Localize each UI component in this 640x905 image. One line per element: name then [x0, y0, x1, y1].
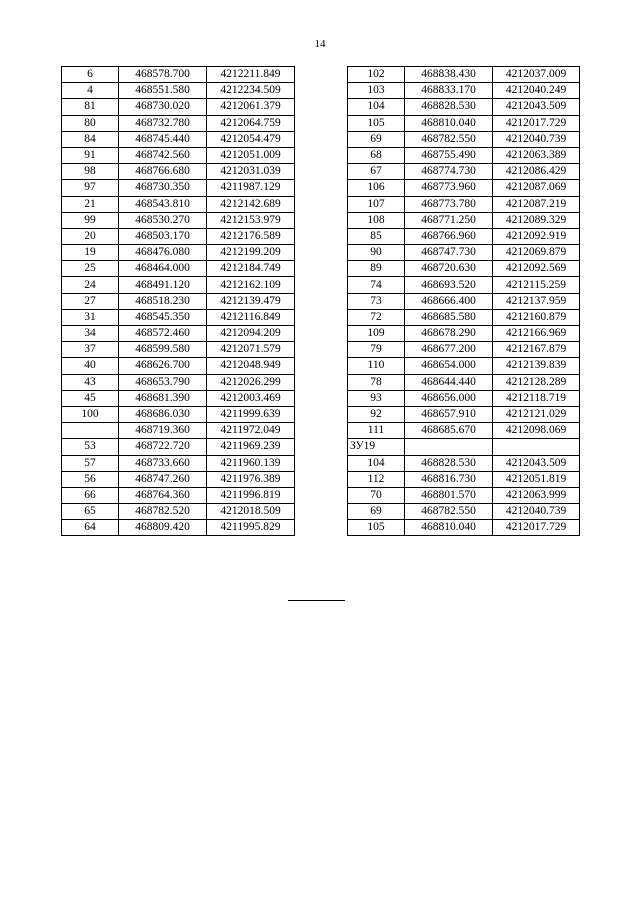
table-row — [62, 245, 295, 261]
point-number-cell: 109 — [348, 326, 405, 342]
table-row — [348, 164, 580, 180]
y-coordinate-cell: 4212139.839 — [493, 358, 580, 374]
y-coordinate-cell: 4212043.509 — [493, 99, 580, 115]
y-coordinate-cell: 4212115.259 — [493, 277, 580, 293]
table-row — [348, 326, 580, 342]
y-coordinate-cell: 4212092.919 — [493, 228, 580, 244]
y-coordinate-cell: 4212069.879 — [493, 245, 580, 261]
point-number-cell: 102 — [348, 67, 405, 83]
x-coordinate-cell: 468745.440 — [119, 131, 207, 147]
y-coordinate-cell: 4212040.739 — [493, 131, 580, 147]
table-row — [348, 99, 580, 115]
table-row — [62, 180, 295, 196]
x-coordinate-cell: 468766.680 — [119, 164, 207, 180]
point-number-cell: 69 — [348, 504, 405, 520]
point-number-cell: 74 — [348, 277, 405, 293]
y-coordinate-cell: 4211999.639 — [207, 406, 295, 422]
y-coordinate-cell: 4212234.509 — [207, 83, 295, 99]
y-coordinate-cell: 4212063.389 — [493, 147, 580, 163]
y-coordinate-cell: 4212116.849 — [207, 309, 295, 325]
table-row — [348, 520, 580, 536]
point-number-cell: 100 — [62, 406, 119, 422]
x-coordinate-cell: 468828.530 — [405, 99, 493, 115]
table-row — [348, 390, 580, 406]
x-coordinate-cell: 468464.000 — [119, 261, 207, 277]
table-row — [62, 520, 295, 536]
point-number-cell: 99 — [62, 212, 119, 228]
table-row — [62, 99, 295, 115]
table-row — [348, 471, 580, 487]
table-row — [348, 423, 580, 439]
y-coordinate-cell: 4212061.379 — [207, 99, 295, 115]
point-number-cell: 81 — [62, 99, 119, 115]
x-coordinate-cell: 468732.780 — [119, 115, 207, 131]
point-number-cell: 67 — [348, 164, 405, 180]
point-number-cell: 92 — [348, 406, 405, 422]
x-coordinate-cell: 468572.460 — [119, 326, 207, 342]
table-row — [62, 455, 295, 471]
point-number-cell: 45 — [62, 390, 119, 406]
x-coordinate-cell: 468685.670 — [405, 423, 493, 439]
table-row — [348, 293, 580, 309]
y-coordinate-cell: 4212098.069 — [493, 423, 580, 439]
y-coordinate-cell: 4211969.239 — [207, 439, 295, 455]
table-row — [348, 504, 580, 520]
point-number-cell: 106 — [348, 180, 405, 196]
x-coordinate-cell: 468730.350 — [119, 180, 207, 196]
y-coordinate-cell — [493, 439, 580, 455]
point-number-cell: 97 — [62, 180, 119, 196]
table-row — [62, 504, 295, 520]
coordinates-table-right — [347, 66, 580, 536]
y-coordinate-cell: 4212121.029 — [493, 406, 580, 422]
table-row — [62, 471, 295, 487]
x-coordinate-cell: 468816.730 — [405, 471, 493, 487]
table-row — [62, 277, 295, 293]
x-coordinate-cell: 468677.200 — [405, 342, 493, 358]
table-row — [62, 261, 295, 277]
table-row — [348, 342, 580, 358]
x-coordinate-cell: 468747.260 — [119, 471, 207, 487]
y-coordinate-cell: 4212153.979 — [207, 212, 295, 228]
y-coordinate-cell: 4211996.819 — [207, 487, 295, 503]
table-row — [348, 309, 580, 325]
table-row — [62, 115, 295, 131]
x-coordinate-cell: 468764.360 — [119, 487, 207, 503]
x-coordinate-cell: 468666.400 — [405, 293, 493, 309]
table-row — [348, 180, 580, 196]
point-number-cell: 93 — [348, 390, 405, 406]
x-coordinate-cell — [405, 439, 493, 455]
point-number-cell: 19 — [62, 245, 119, 261]
table-row — [62, 164, 295, 180]
x-coordinate-cell: 468773.780 — [405, 196, 493, 212]
table-row — [62, 374, 295, 390]
x-coordinate-cell: 468653.790 — [119, 374, 207, 390]
x-coordinate-cell: 468782.550 — [405, 131, 493, 147]
y-coordinate-cell: 4212139.479 — [207, 293, 295, 309]
point-number-cell: 70 — [348, 487, 405, 503]
y-coordinate-cell: 4212162.109 — [207, 277, 295, 293]
table-row — [62, 293, 295, 309]
x-coordinate-cell: 468782.550 — [405, 504, 493, 520]
table-row — [62, 390, 295, 406]
section-label-cell: ЗУ19 — [348, 439, 405, 455]
x-coordinate-cell: 468686.030 — [119, 406, 207, 422]
table-row — [348, 196, 580, 212]
y-coordinate-cell: 4212094.209 — [207, 326, 295, 342]
x-coordinate-cell: 468719.360 — [119, 423, 207, 439]
x-coordinate-cell: 468833.170 — [405, 83, 493, 99]
x-coordinate-cell: 468722.720 — [119, 439, 207, 455]
table-row — [348, 455, 580, 471]
y-coordinate-cell: 4212054.479 — [207, 131, 295, 147]
y-coordinate-cell: 4211995.829 — [207, 520, 295, 536]
table-row — [62, 439, 295, 455]
x-coordinate-cell: 468774.730 — [405, 164, 493, 180]
x-coordinate-cell: 468685.580 — [405, 309, 493, 325]
point-number-cell: 91 — [62, 147, 119, 163]
point-number-cell: 40 — [62, 358, 119, 374]
point-number-cell: 103 — [348, 83, 405, 99]
point-number-cell: 80 — [62, 115, 119, 131]
y-coordinate-cell: 4212040.739 — [493, 504, 580, 520]
table-row — [348, 358, 580, 374]
point-number-cell: 90 — [348, 245, 405, 261]
point-number-cell: 72 — [348, 309, 405, 325]
y-coordinate-cell: 4212064.759 — [207, 115, 295, 131]
x-coordinate-cell: 468545.350 — [119, 309, 207, 325]
x-coordinate-cell: 468828.530 — [405, 455, 493, 471]
y-coordinate-cell: 4212040.249 — [493, 83, 580, 99]
table-row — [348, 115, 580, 131]
y-coordinate-cell: 4212211.849 — [207, 67, 295, 83]
table-row — [348, 374, 580, 390]
y-coordinate-cell: 4212086.429 — [493, 164, 580, 180]
table-row — [348, 67, 580, 83]
x-coordinate-cell: 468530.270 — [119, 212, 207, 228]
table-row — [62, 212, 295, 228]
table-row — [62, 423, 295, 439]
table-row — [62, 406, 295, 422]
x-coordinate-cell: 468656.000 — [405, 390, 493, 406]
table-row — [62, 309, 295, 325]
y-coordinate-cell: 4212128.289 — [493, 374, 580, 390]
point-number-cell: 6 — [62, 67, 119, 83]
y-coordinate-cell: 4212037.009 — [493, 67, 580, 83]
end-separator-line — [288, 600, 345, 601]
page-number: 14 — [314, 38, 326, 50]
point-number-cell: 107 — [348, 196, 405, 212]
table-row — [62, 147, 295, 163]
point-number-cell: 84 — [62, 131, 119, 147]
point-number-cell: 73 — [348, 293, 405, 309]
point-number-cell: 111 — [348, 423, 405, 439]
y-coordinate-cell: 4212071.579 — [207, 342, 295, 358]
y-coordinate-cell: 4212176.589 — [207, 228, 295, 244]
x-coordinate-cell: 468733.660 — [119, 455, 207, 471]
y-coordinate-cell: 4212087.219 — [493, 196, 580, 212]
x-coordinate-cell: 468681.390 — [119, 390, 207, 406]
x-coordinate-cell: 468626.700 — [119, 358, 207, 374]
y-coordinate-cell: 4212167.879 — [493, 342, 580, 358]
x-coordinate-cell: 468491.120 — [119, 277, 207, 293]
y-coordinate-cell: 4212048.949 — [207, 358, 295, 374]
point-number-cell: 69 — [348, 131, 405, 147]
y-coordinate-cell: 4211976.389 — [207, 471, 295, 487]
table-row — [348, 147, 580, 163]
x-coordinate-cell: 468654.000 — [405, 358, 493, 374]
x-coordinate-cell: 468693.520 — [405, 277, 493, 293]
table-row — [62, 67, 295, 83]
y-coordinate-cell: 4212018.509 — [207, 504, 295, 520]
y-coordinate-cell: 4212017.729 — [493, 520, 580, 536]
point-number-cell: 4 — [62, 83, 119, 99]
point-number-cell: 89 — [348, 261, 405, 277]
x-coordinate-cell: 468742.560 — [119, 147, 207, 163]
table-row — [348, 228, 580, 244]
point-number-cell: 104 — [348, 455, 405, 471]
x-coordinate-cell: 468810.040 — [405, 115, 493, 131]
y-coordinate-cell: 4212026.299 — [207, 374, 295, 390]
point-number-cell: 21 — [62, 196, 119, 212]
x-coordinate-cell: 468773.960 — [405, 180, 493, 196]
x-coordinate-cell: 468730.020 — [119, 99, 207, 115]
x-coordinate-cell: 468755.490 — [405, 147, 493, 163]
x-coordinate-cell: 468551.580 — [119, 83, 207, 99]
point-number-cell: 105 — [348, 115, 405, 131]
x-coordinate-cell: 468657.910 — [405, 406, 493, 422]
coordinates-table-left — [61, 66, 295, 536]
x-coordinate-cell: 468678.290 — [405, 326, 493, 342]
point-number-cell: 85 — [348, 228, 405, 244]
table-row — [348, 131, 580, 147]
x-coordinate-cell: 468747.730 — [405, 245, 493, 261]
y-coordinate-cell: 4212199.209 — [207, 245, 295, 261]
x-coordinate-cell: 468771.250 — [405, 212, 493, 228]
point-number-cell: 25 — [62, 261, 119, 277]
table-row — [62, 83, 295, 99]
point-number-cell: 110 — [348, 358, 405, 374]
point-number-cell: 37 — [62, 342, 119, 358]
point-number-cell: 43 — [62, 374, 119, 390]
table-row — [62, 196, 295, 212]
y-coordinate-cell: 4212051.009 — [207, 147, 295, 163]
y-coordinate-cell: 4212184.749 — [207, 261, 295, 277]
point-number-cell: 98 — [62, 164, 119, 180]
y-coordinate-cell: 4212051.819 — [493, 471, 580, 487]
table-row — [62, 326, 295, 342]
y-coordinate-cell: 4212003.469 — [207, 390, 295, 406]
y-coordinate-cell: 4212166.969 — [493, 326, 580, 342]
point-number-cell: 57 — [62, 455, 119, 471]
table-row — [348, 487, 580, 503]
point-number-cell: 108 — [348, 212, 405, 228]
point-number-cell: 31 — [62, 309, 119, 325]
x-coordinate-cell: 468578.700 — [119, 67, 207, 83]
x-coordinate-cell: 468599.580 — [119, 342, 207, 358]
table-row — [62, 487, 295, 503]
point-number-cell: 104 — [348, 99, 405, 115]
x-coordinate-cell: 468543.810 — [119, 196, 207, 212]
y-coordinate-cell: 4211987.129 — [207, 180, 295, 196]
point-number-cell: 79 — [348, 342, 405, 358]
y-coordinate-cell: 4212160.879 — [493, 309, 580, 325]
y-coordinate-cell: 4212089.329 — [493, 212, 580, 228]
point-number-cell: 78 — [348, 374, 405, 390]
table-row — [348, 261, 580, 277]
y-coordinate-cell: 4212031.039 — [207, 164, 295, 180]
point-number-cell: 66 — [62, 487, 119, 503]
point-number-cell: 65 — [62, 504, 119, 520]
y-coordinate-cell: 4212118.719 — [493, 390, 580, 406]
x-coordinate-cell: 468801.570 — [405, 487, 493, 503]
y-coordinate-cell: 4212017.729 — [493, 115, 580, 131]
point-number-cell: 34 — [62, 326, 119, 342]
x-coordinate-cell: 468810.040 — [405, 520, 493, 536]
x-coordinate-cell: 468503.170 — [119, 228, 207, 244]
table-row — [348, 439, 580, 455]
y-coordinate-cell: 4212043.509 — [493, 455, 580, 471]
table-row — [348, 212, 580, 228]
table-row — [348, 406, 580, 422]
x-coordinate-cell: 468644.440 — [405, 374, 493, 390]
point-number-cell: 27 — [62, 293, 119, 309]
point-number-cell: 53 — [62, 439, 119, 455]
table-row — [62, 358, 295, 374]
y-coordinate-cell: 4212063.999 — [493, 487, 580, 503]
x-coordinate-cell: 468518.230 — [119, 293, 207, 309]
y-coordinate-cell: 4211960.139 — [207, 455, 295, 471]
table-row — [62, 131, 295, 147]
point-number-cell: 24 — [62, 277, 119, 293]
y-coordinate-cell: 4212137.959 — [493, 293, 580, 309]
y-coordinate-cell: 4211972.049 — [207, 423, 295, 439]
point-number-cell: 20 — [62, 228, 119, 244]
y-coordinate-cell: 4212087.069 — [493, 180, 580, 196]
point-number-cell: 105 — [348, 520, 405, 536]
table-row — [348, 83, 580, 99]
y-coordinate-cell: 4212092.569 — [493, 261, 580, 277]
table-row — [62, 228, 295, 244]
x-coordinate-cell: 468809.420 — [119, 520, 207, 536]
y-coordinate-cell: 4212142.689 — [207, 196, 295, 212]
point-number-cell: 56 — [62, 471, 119, 487]
x-coordinate-cell: 468476.080 — [119, 245, 207, 261]
table-row — [348, 277, 580, 293]
point-number-cell: 64 — [62, 520, 119, 536]
x-coordinate-cell: 468838.430 — [405, 67, 493, 83]
table-row — [348, 245, 580, 261]
point-number-cell: 68 — [348, 147, 405, 163]
x-coordinate-cell: 468782.520 — [119, 504, 207, 520]
point-number-cell — [62, 423, 119, 439]
x-coordinate-cell: 468766.960 — [405, 228, 493, 244]
point-number-cell: 112 — [348, 471, 405, 487]
x-coordinate-cell: 468720.630 — [405, 261, 493, 277]
table-row — [62, 342, 295, 358]
